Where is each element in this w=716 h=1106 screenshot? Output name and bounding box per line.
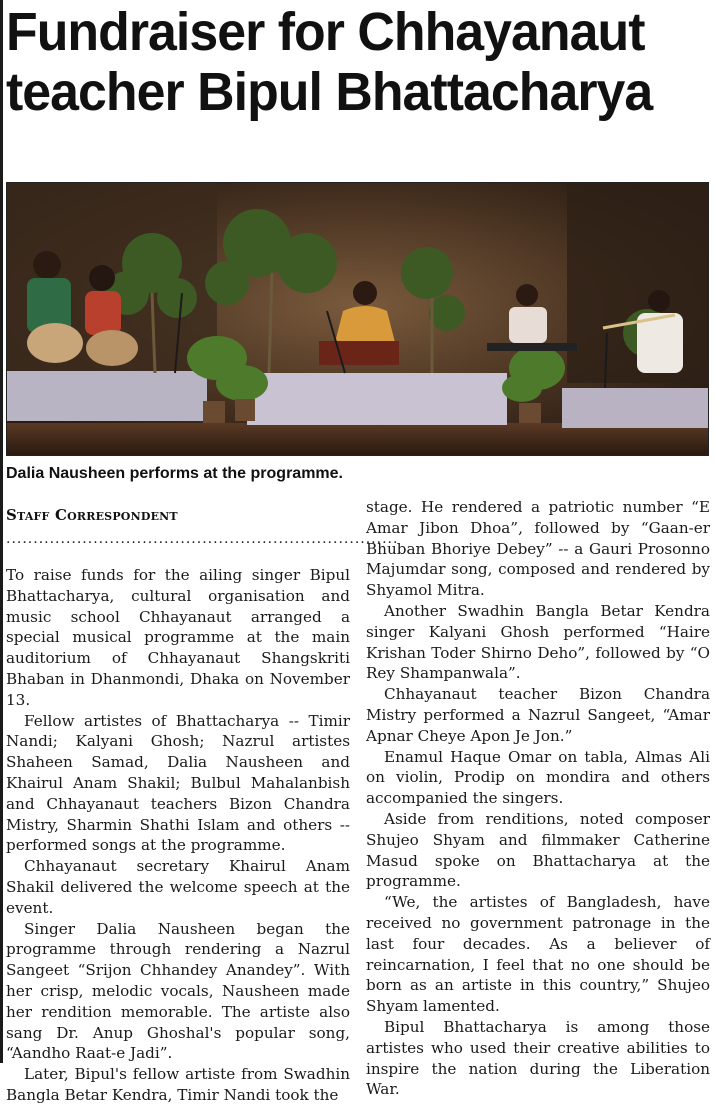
- page-left-rule: [0, 0, 3, 1063]
- paragraph: Later, Bipul's fellow artiste from Swadhin Bangla Betar Kendra, Timir Nandi took the: [6, 1065, 350, 1104]
- paragraph: Bipul Bhattacharya is among those artistes who used their creative abilities to inspire the nation during the Liberation War.: [366, 1017, 710, 1099]
- paragraph: Chhayanaut teacher Bizon Chandra Mistry performed a Nazrul Sangeet, “Amar Apnar Cheye Apon Je Jon.”: [366, 685, 710, 745]
- concert-stage-photo-icon: [7, 183, 708, 455]
- paragraph: Singer Dalia Nausheen began the programme through rendering a Nazrul Sangeet “Srijon Chhandey Anandey”. With her crisp, melodic vocals, Nausheen made her rendition memorable. The artiste also sang Dr. Anup Ghoshal's popular song, “Aandho Raat-e Jadi”.: [6, 919, 350, 1063]
- article-column-right: [366, 497, 710, 1100]
- headline-line-2: teacher Bipul Bhattacharya: [6, 62, 653, 122]
- byline-separator: ........................................................................: [6, 531, 399, 547]
- paragraph: stage. He rendered a patriotic number “E Amar Jibon Dhoa”, followed by “Gaan-er Bhuban Bhoriye Debey” -- a Gauri Prosonno Majumdar song, composed and rendered by Shyamol Mitra.: [366, 498, 710, 600]
- paragraph: Fellow artistes of Bhattacharya -- Timir Nandi; Kalyani Ghosh; Nazrul artistes Shaheen Samad, Dalia Nausheen and Khairul Anam Shakil; Bulbul Mahalanbish and Chhayanaut teachers Bizon Chandra Mistry, Sharmin Shathi Islam and others -- performed songs at the programme.: [6, 711, 350, 855]
- byline: Staff Correspondent: [6, 506, 178, 524]
- headline: [6, 2, 684, 122]
- paragraph: Aside from renditions, noted composer Shujeo Shyam and filmmaker Catherine Masud spoke on Bhattacharya at the programme.: [366, 809, 710, 891]
- paragraph: Another Swadhin Bangla Betar Kendra singer Kalyani Ghosh performed “Haire Krishan Toder Shirno Deho”, followed by “O Rey Shampanwala”.: [366, 601, 710, 683]
- paragraph: Enamul Haque Omar on tabla, Almas Ali on violin, Prodip on mondira and others accompanied the singers.: [366, 747, 710, 808]
- headline-line-1: Fundraiser for Chhayanaut: [6, 2, 645, 62]
- paragraph: “We, the artistes of Bangladesh, have received no government patronage in the last four decades. As a believer of reincarnation, I feel that no one should be born as an artiste in this country,” Shujeo Shyam lamented.: [366, 893, 710, 1016]
- paragraph: To raise funds for the ailing singer Bipul Bhattacharya, cultural organisation and music school Chhayanaut arranged a special musical programme at the main auditorium of Chhayanaut Shangskriti Bhaban in Dhanmondi, Dhaka on November 13.: [6, 566, 350, 709]
- concert-photo: [6, 182, 709, 456]
- article-column-left: [6, 497, 399, 1106]
- photo-caption: Dalia Nausheen performs at the programme.: [6, 465, 343, 482]
- paragraph: Chhayanaut secretary Khairul Anam Shakil delivered the welcome speech at the event.: [6, 857, 350, 917]
